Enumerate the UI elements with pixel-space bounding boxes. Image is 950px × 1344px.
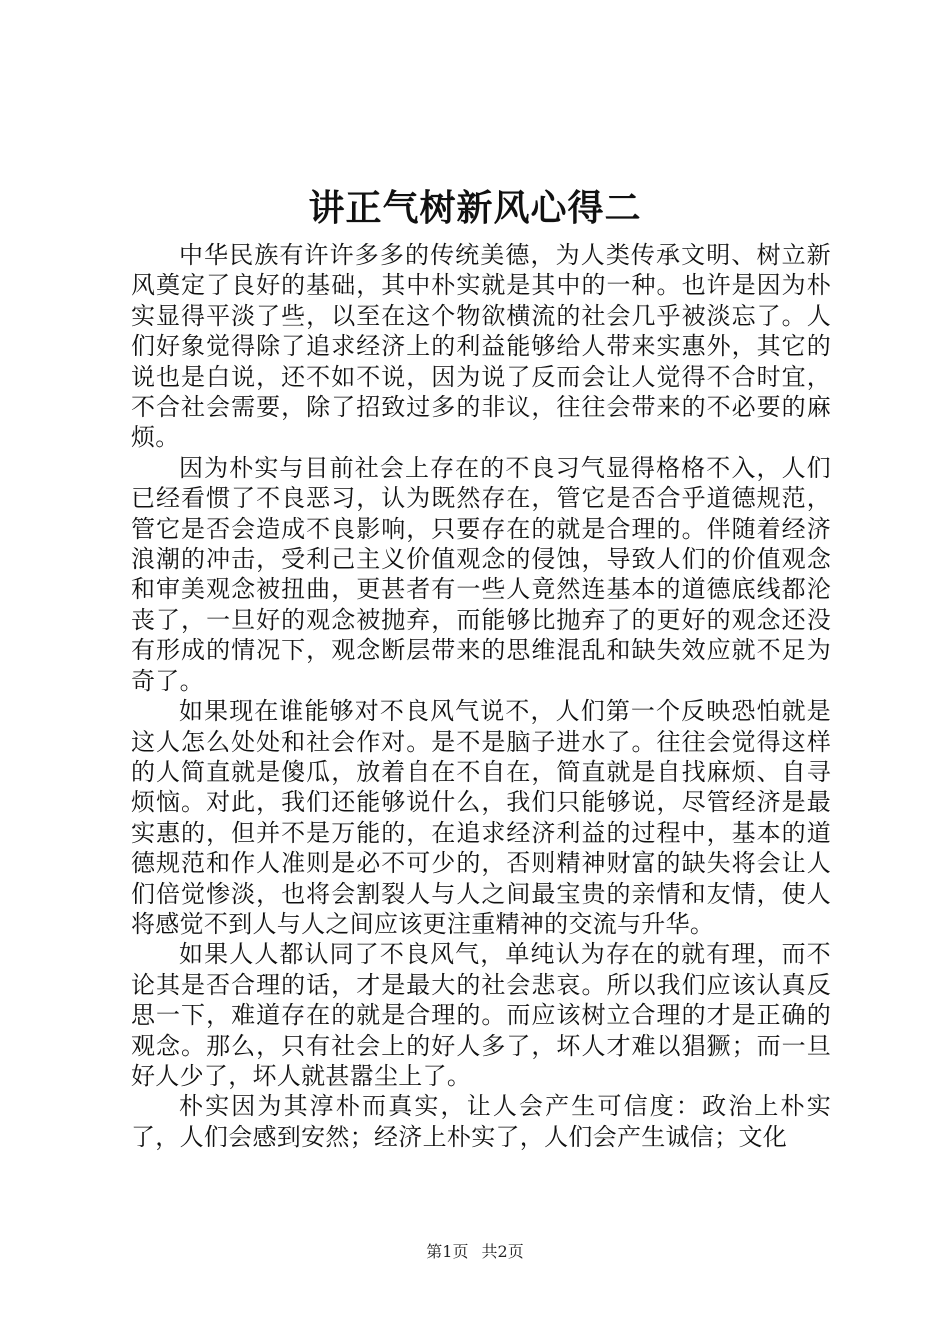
paragraph: 如果人人都认同了不良风气，单纯认为存在的就有理，而不论其是否合理的话，才是最大的社会悲哀。所以我们应该认真反思一下，难道存在的就是合理的。而应该树立合理的才是正确的观念。那么，只有社会上的好人多了，坏人才难以猖獗；而一旦好人少了，坏人就甚嚣尘上了。 [131, 940, 831, 1090]
paragraph: 如果现在谁能够对不良风气说不，人们第一个反映恐怕就是这人怎么处处和社会作对。是不是脑子进水了。往往会觉得这样的人简直就是傻瓜，放着自在不自在，简直就是自找麻烦、自寻烦恼。对此，我们还能够说什么，我们只能够说，尽管经济是最实惠的，但并不是万能的，在追求经济利益的过程中，基本的道德规范和作人准则是必不可少的，否则精神财富的缺失将会让人们倍觉惨淡，也将会割裂人与人之间最宝贵的亲情和友情，使人将感觉不到人与人之间应该更注重精神的交流与升华。 [131, 697, 831, 938]
page-number: 第1页 [426, 1242, 469, 1261]
page-total: 共2页 [481, 1242, 524, 1261]
paragraph: 朴实因为其淳朴而真实，让人会产生可信度：政治上朴实了，人们会感到安然；经济上朴实了，人们会产生诚信；文化 [131, 1092, 831, 1151]
document-body [131, 240, 831, 1152]
document-title: 讲正气树新风心得二 [308, 187, 642, 229]
paragraph: 因为朴实与目前社会上存在的不良习气显得格格不入，人们已经看惯了不良恶习，认为既然存在，管它是否合乎道德规范，管它是否会造成不良影响，只要存在的就是合理的。伴随着经济浪潮的冲击，受利己主义价值观念的侵蚀，导致人们的价值观念和审美观念被扭曲，更甚者有一些人竟然连基本的道德底线都沦丧了，一旦好的观念被抛弃，而能够比抛弃了的更好的观念还没有形成的情况下，观念断层带来的思维混乱和缺失效应就不足为奇了。 [131, 453, 831, 695]
page-footer [0, 1240, 950, 1264]
paragraph: 中华民族有许许多多的传统美德，为人类传承文明、树立新风奠定了良好的基础，其中朴实就是其中的一种。也许是因为朴实显得平淡了些，以至在这个物欲横流的社会几乎被淡忘了。人们好象觉得除了追求经济上的利益能够给人带来实惠外，其它的说也是白说，还不如不说，因为说了反而会让人觉得不合时宜，不合社会需要，除了招致过多的非议，往往会带来的不必要的麻烦。 [131, 241, 831, 452]
